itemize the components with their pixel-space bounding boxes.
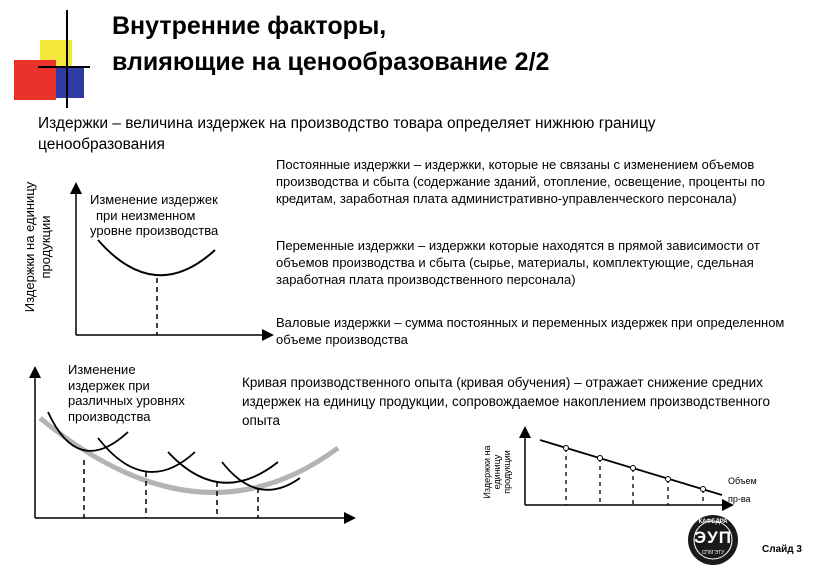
logo-bottom-text: СПбГЭТУ bbox=[701, 550, 725, 556]
chart1-cost-curve bbox=[98, 240, 215, 275]
title-line-2: влияющие на ценообразование 2/2 bbox=[112, 48, 550, 76]
variable-costs-text: Переменные издержки – издержки которые находятся в прямой зависимости от объемов производства и сбыта (сырье, материалы, комплектующие, сдельная заработная плата производственного персонала) bbox=[276, 238, 760, 287]
logo-main-text: ЭУП bbox=[694, 528, 732, 547]
intro-text: Издержки – величина издержек на производство товара определяет нижнюю границу ценообразования bbox=[38, 115, 656, 153]
chart3-points bbox=[564, 446, 706, 492]
chart3-ylabel: Издержки на единицу продукции bbox=[482, 445, 512, 499]
title-line-1: Внутренние факторы, bbox=[112, 12, 387, 40]
gross-costs-text: Валовые издержки – сумма постоянных и переменных издержек при определенном объеме производства bbox=[276, 315, 785, 347]
chart1-label: Изменение издержек при неизменном уровне производства bbox=[90, 192, 219, 238]
slide-number: Слайд 3 bbox=[762, 544, 802, 555]
chart2-label: Изменение издержек при различных уровнях производства bbox=[68, 362, 185, 424]
fixed-costs-text: Постоянные издержки – издержки, которые не связаны с изменением объемов производства и сбыта (содержание зданий, отопление, освещение, проценты по кредитам, заработная плата административно-управленческого персонала) bbox=[276, 157, 765, 206]
chart3-dashed-lines bbox=[566, 448, 703, 505]
logo-top-text: КАФЕДРА bbox=[698, 519, 728, 525]
chart3-xlabel: Объем пр-ва bbox=[728, 476, 757, 504]
experience-curve-text: Кривая производственного опыта (кривая обучения) – отражает снижение средних издержек на единицу продукции, сопровождаемое накоплением производственного опыта bbox=[242, 375, 771, 428]
chart1-ylabel: Издержки на единицу продукции bbox=[22, 181, 53, 313]
chart3-axes bbox=[525, 432, 728, 505]
